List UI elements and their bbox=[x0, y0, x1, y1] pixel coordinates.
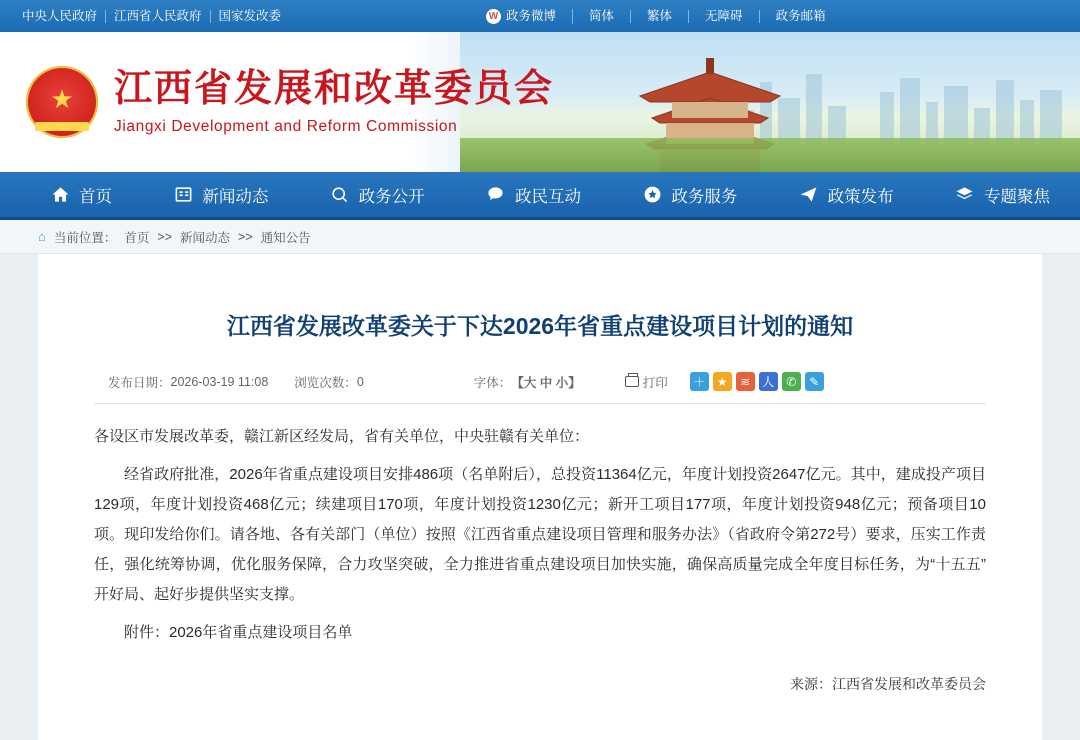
renren-icon[interactable]: 人 bbox=[759, 372, 778, 391]
nav-item-interaction-label: 政民互动 bbox=[514, 187, 581, 206]
news-icon bbox=[173, 185, 193, 205]
share-buttons bbox=[690, 372, 824, 391]
nav-item-home[interactable] bbox=[50, 183, 112, 207]
nav-item-topics-label: 专题聚焦 bbox=[983, 187, 1050, 206]
breadcrumb-home-icon: ⌂ bbox=[38, 229, 46, 244]
top-link-traditional[interactable] bbox=[631, 10, 689, 23]
publish-date-label: 发布日期： bbox=[108, 375, 171, 390]
edit-icon[interactable]: ✎ bbox=[805, 372, 824, 391]
nav-item-news[interactable] bbox=[173, 183, 268, 207]
page-title: 江西省发展改革委关于下达2026年省重点建设项目计划的通知 bbox=[226, 313, 854, 339]
rss-icon[interactable]: ≋ bbox=[736, 372, 755, 391]
home-icon bbox=[50, 185, 70, 205]
top-link-accessibility-label: 无障碍 bbox=[705, 8, 743, 23]
top-link-simplified[interactable] bbox=[573, 10, 631, 23]
breadcrumb-sep-2: >> bbox=[238, 229, 253, 244]
page-body bbox=[0, 254, 1080, 740]
breadcrumb-prefix: 当前位置： bbox=[53, 230, 117, 245]
top-link-gov-mail[interactable] bbox=[760, 10, 842, 23]
top-link-jiangxi-gov[interactable]: 江西省人民政府 bbox=[106, 10, 211, 23]
article-attachment[interactable]: 附件：2026年省重点建设项目名单 bbox=[124, 624, 353, 642]
breadcrumb bbox=[0, 220, 1080, 254]
nav-item-policy[interactable] bbox=[799, 183, 894, 207]
breadcrumb-item-home[interactable]: 首页 bbox=[124, 230, 150, 245]
nav-item-topics[interactable] bbox=[955, 183, 1050, 207]
breadcrumb-item-news[interactable]: 新闻动态 bbox=[180, 230, 231, 245]
font-size-options[interactable]: 【大 中 小】 bbox=[511, 375, 581, 390]
top-link-traditional-label: 繁体 bbox=[647, 8, 673, 23]
print-button[interactable] bbox=[625, 373, 668, 391]
top-link-gov-mail-label: 政务邮箱 bbox=[775, 8, 826, 23]
nav-item-home-label: 首页 bbox=[79, 187, 112, 206]
breadcrumb-item-notices[interactable]: 通知公告 bbox=[260, 230, 311, 245]
top-service-links bbox=[470, 9, 842, 24]
breadcrumb-sep-1: >> bbox=[157, 229, 172, 244]
nav-item-interaction[interactable] bbox=[486, 183, 581, 207]
article-meta bbox=[94, 372, 986, 404]
top-link-ndrc[interactable]: 国家发改委 bbox=[218, 8, 282, 23]
site-title-en: Jiangxi Development and Reform Commission bbox=[114, 118, 458, 136]
site-identity[interactable] bbox=[0, 32, 554, 172]
top-link-accessibility[interactable] bbox=[689, 10, 760, 23]
article-card bbox=[38, 254, 1042, 740]
top-external-links bbox=[0, 10, 289, 23]
view-count-value: 0 bbox=[356, 374, 364, 389]
nav-item-disclosure[interactable] bbox=[330, 183, 425, 207]
article-source: 来源：江西省发展和改革委员会 bbox=[790, 676, 986, 693]
plus-icon[interactable]: ＋ bbox=[690, 372, 709, 391]
search-icon bbox=[330, 185, 350, 205]
nav-item-news-label: 新闻动态 bbox=[202, 187, 269, 206]
nav-item-policy-label: 政策发布 bbox=[827, 187, 894, 206]
site-header bbox=[0, 32, 1080, 172]
article-paragraph-main: 经省政府批准，2026年省重点建设项目安排486项（名单附后），总投资11364亿元，年度计划投资2647亿元。其中，建成投产项目129项，年度计划投资468亿元；续建项目170项，年度计划投资1230亿元；新开工项目177项，年度计划投资948亿元；预备项目10项。现印发给你们。请各地、各有关部门（单位）按照《江西省重点建设项目管理和服务办法》（省政府令第272号）要求，压实工作责任，强化统筹协调，优化服务保障，合力攻坚突破，全力推进省重点建设项目加快实施，确保高质量完成全年度目标任务，为“十五五”开好局、起好步提供坚实支撑。 bbox=[94, 466, 986, 604]
print-label: 打印 bbox=[642, 375, 668, 390]
nav-item-services-label: 政务服务 bbox=[671, 187, 738, 206]
favorite-icon[interactable]: ★ bbox=[713, 372, 732, 391]
top-link-central-gov[interactable]: 中央人民政府 bbox=[14, 10, 106, 23]
chat-icon bbox=[486, 185, 506, 205]
publish-date-value: 2026-03-19 11:08 bbox=[170, 374, 269, 389]
layers-icon bbox=[955, 185, 975, 205]
view-count-label: 浏览次数： bbox=[294, 375, 357, 390]
weibo-icon: W bbox=[486, 9, 501, 24]
top-link-simplified-label: 简体 bbox=[589, 8, 615, 23]
top-link-weibo-label: 政务微博 bbox=[506, 8, 557, 23]
top-utility-bar bbox=[0, 0, 1080, 32]
article-paragraph-salutation: 各设区市发展改革委，赣江新区经发局，省有关单位，中央驻赣有关单位： bbox=[94, 428, 590, 446]
main-navigation bbox=[0, 172, 1080, 220]
star-icon bbox=[642, 185, 662, 205]
site-title-cn: 江西省发展和改革委员会 bbox=[114, 67, 555, 110]
printer-icon bbox=[625, 376, 639, 387]
national-emblem-icon bbox=[26, 66, 98, 138]
nav-item-services[interactable] bbox=[642, 183, 737, 207]
send-icon bbox=[799, 185, 819, 205]
nav-item-disclosure-label: 政务公开 bbox=[358, 187, 425, 206]
font-size-label: 字体： bbox=[473, 375, 512, 390]
wechat-icon[interactable]: ✆ bbox=[782, 372, 801, 391]
article-body bbox=[94, 404, 986, 698]
top-link-weibo[interactable] bbox=[470, 9, 573, 24]
